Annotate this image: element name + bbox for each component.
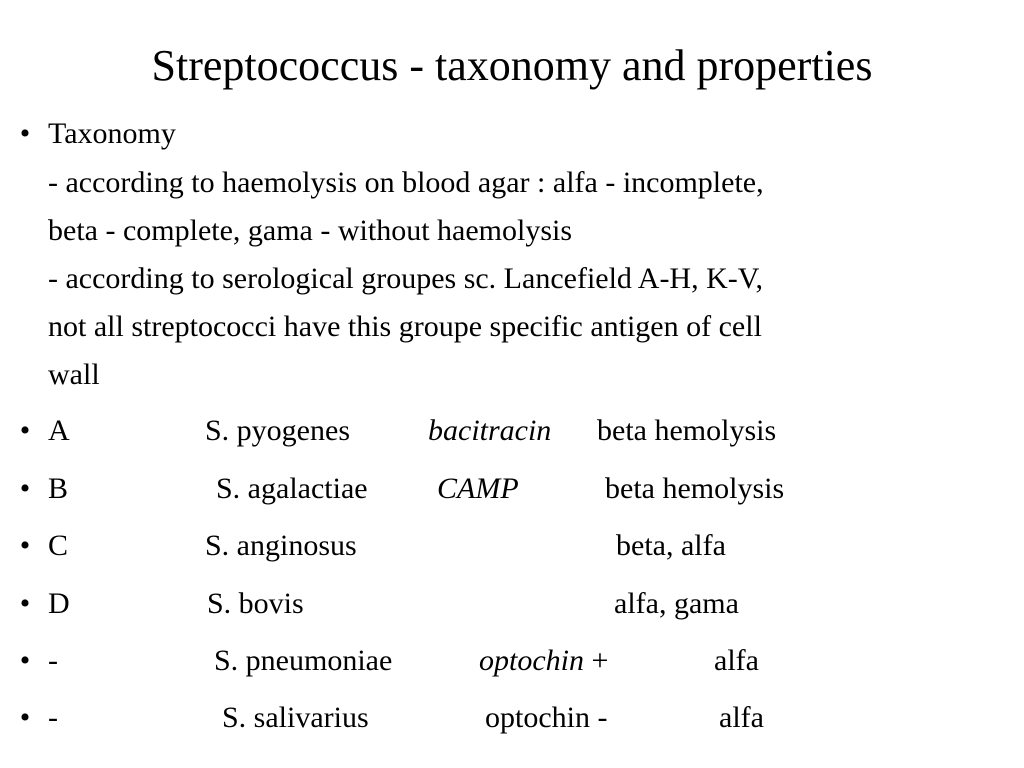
diagnostic-test-group	[479, 637, 608, 684]
diagnostic-test: CAMP	[437, 472, 519, 505]
group-row	[0, 407, 1024, 454]
group-letter: -	[48, 701, 58, 734]
taxonomy-line: wall	[48, 358, 100, 391]
hemolysis-type: alfa	[719, 701, 764, 734]
group-row	[0, 637, 1024, 684]
group-letter: D	[48, 587, 70, 620]
group-letter: B	[48, 472, 69, 505]
taxonomy-heading: Taxonomy	[48, 117, 176, 150]
bullet-dot: •	[19, 587, 31, 620]
hemolysis-type: beta hemolysis	[605, 472, 785, 505]
bullet-dot: •	[19, 117, 31, 150]
hemolysis-type: alfa	[714, 644, 759, 677]
group-row	[0, 465, 1024, 512]
bullet-dot: •	[19, 644, 31, 677]
hemolysis-type: beta, alfa	[616, 529, 726, 562]
diagnostic-test: optochin	[479, 644, 584, 677]
species-name: S. bovis	[207, 587, 304, 620]
slide-title: Streptococcus - taxonomy and properties	[151, 41, 873, 90]
test-result: +	[584, 644, 609, 677]
bullet-dot: •	[19, 529, 31, 562]
group-row	[0, 522, 1024, 569]
taxonomy-line: beta - complete, gama - without haemolysis	[48, 214, 573, 247]
group-letter: C	[48, 529, 69, 562]
bullet-dot: •	[19, 414, 31, 447]
bullet-dot: •	[19, 701, 31, 734]
hemolysis-type: alfa, gama	[614, 587, 739, 620]
taxonomy-line: not all streptococci have this groupe specific antigen of cell	[48, 310, 762, 343]
bullet-dot: •	[19, 472, 31, 505]
taxonomy-line: - according to serological groupes sc. Lancefield A-H, K-V,	[48, 262, 764, 295]
hemolysis-type: beta hemolysis	[597, 414, 777, 447]
group-letter: -	[48, 644, 58, 677]
diagnostic-test: optochin -	[485, 701, 608, 734]
bullet-taxonomy	[0, 110, 1024, 400]
group-row	[0, 694, 1024, 741]
species-name: S. agalactiae	[216, 472, 368, 505]
taxonomy-line: - according to haemolysis on blood agar : alfa - incomplete,	[48, 166, 764, 199]
species-name: S. pneumoniae	[214, 644, 393, 677]
species-name: S. anginosus	[205, 529, 357, 562]
species-name: S. pyogenes	[205, 414, 350, 447]
diagnostic-test: bacitracin	[428, 414, 552, 447]
species-name: S. salivarius	[222, 701, 369, 734]
group-letter: A	[48, 414, 70, 447]
group-row	[0, 580, 1024, 627]
